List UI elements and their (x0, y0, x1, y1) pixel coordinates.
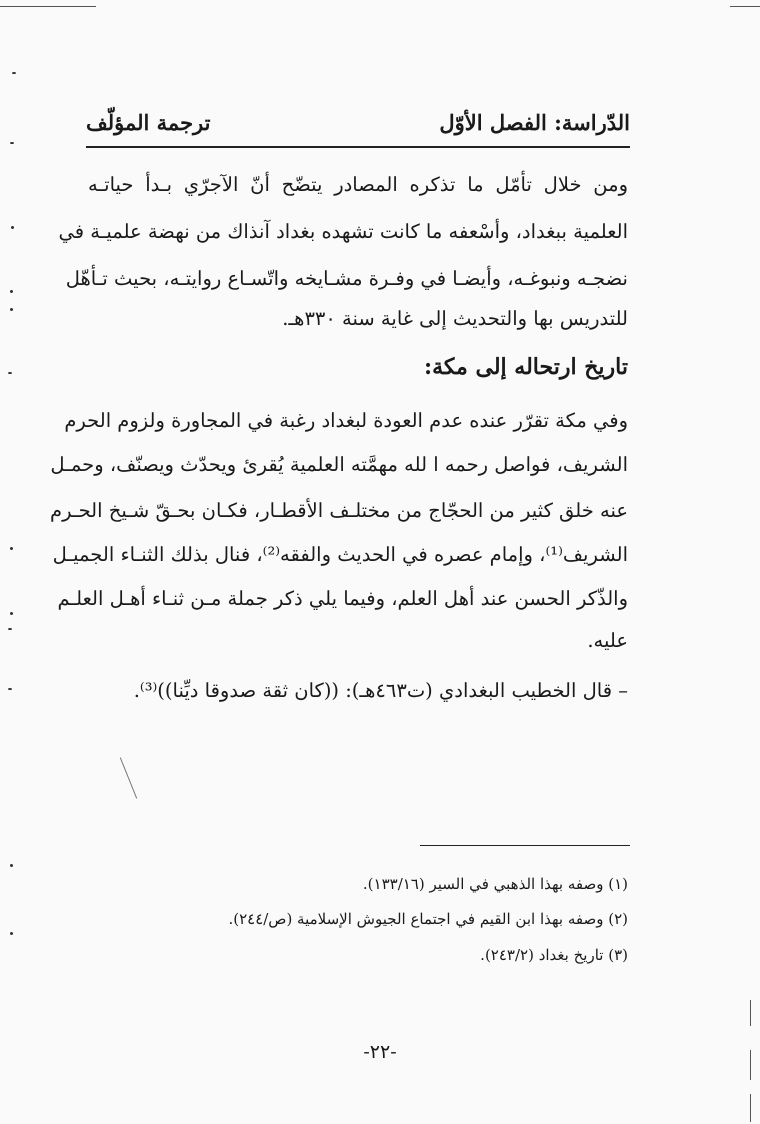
paragraph-line: عنه خلق كثير من الحجّاج من مختلـف الأقطـار، فكـان بحـقّ شـيخ الحـرم (50, 499, 628, 522)
pen-stroke (120, 757, 137, 798)
paragraph-line: الشريف⁽¹⁾، وإمام عصره في الحديث والفقه⁽²⁾، فنال بذلك الثنـاء الجميـل (52, 543, 628, 566)
footnote-rule (420, 845, 630, 846)
scan-speck (10, 864, 13, 867)
running-title-left: ترجمة المؤلّف (86, 110, 211, 135)
footnote: (١) وصفه بهذا الذهبي في السير (١٣٣/١٦). (362, 875, 628, 893)
paragraph-line: للتدريس بها والتحديث إلى غاية سنة ٣٣٠هـ. (282, 307, 628, 330)
scan-speck (12, 72, 16, 74)
paragraph-line: العلمية ببغداد، وأسْعفه ما كانت تشهده بغداد آنذاك من نهضة علميـة في (58, 220, 628, 243)
paragraph-line: نضجـه ونبوغـه، وأيضـا في وفـرة مشـايخه واتّسـاع روايتـه، بحيث تـأهّل (65, 267, 628, 290)
scan-speck (8, 628, 12, 630)
paragraph-line: والذّكر الحسن عند أهل العلم، وفيما يلي ذكر جملة مـن ثنـاء أهـل العلـم (57, 587, 628, 610)
quote-line: – قال الخطيب البغدادي (ت٤٦٣هـ): ((كان ثقة صدوقا ديِّنا))⁽³⁾. (133, 679, 628, 702)
paragraph-line: وفي مكة تقرّر عنده عدم العودة لبغداد رغبة في المجاورة ولزوم الحرم (64, 409, 628, 432)
scan-edge-top-left (0, 6, 96, 7)
scan-speck (10, 308, 13, 311)
running-title-right: الدّراسة: الفصل الأوّل (439, 110, 630, 135)
scan-speck (10, 547, 13, 550)
scan-speck (8, 688, 12, 690)
page-number: -٢٢- (363, 1041, 397, 1063)
footnote: (٣) تاريخ بغداد (٢٤٣/٢). (480, 946, 628, 964)
section-heading: تاريخ ارتحاله إلى مكة: (423, 354, 628, 380)
running-header (86, 104, 630, 144)
scan-speck (8, 372, 12, 374)
paragraph-line: عليه. (587, 629, 628, 652)
scan-edge-right-1 (750, 1000, 751, 1026)
paragraph-line: ومن خلال تأمّل ما تذكره المصادر يتضّح أنّ الآجرّي بـدأ حياتـه (88, 173, 628, 196)
header-rule (86, 146, 630, 148)
scan-edge-top-right (730, 6, 760, 7)
scan-speck (10, 290, 13, 293)
scan-speck (10, 612, 13, 615)
paragraph-line: الشريف، فواصل رحمه ا لله مهمَّته العلمية يُقرئ ويحدّث ويصنّف، وحمـل (50, 453, 628, 476)
footnote: (٢) وصفه بهذا ابن القيم في اجتماع الجيوش الإسلامية (ص/٢٤٤). (228, 910, 628, 928)
scan-speck (10, 142, 14, 144)
scan-speck (10, 932, 13, 935)
scan-edge-right-3 (750, 1094, 751, 1122)
scan-speck (11, 226, 14, 229)
